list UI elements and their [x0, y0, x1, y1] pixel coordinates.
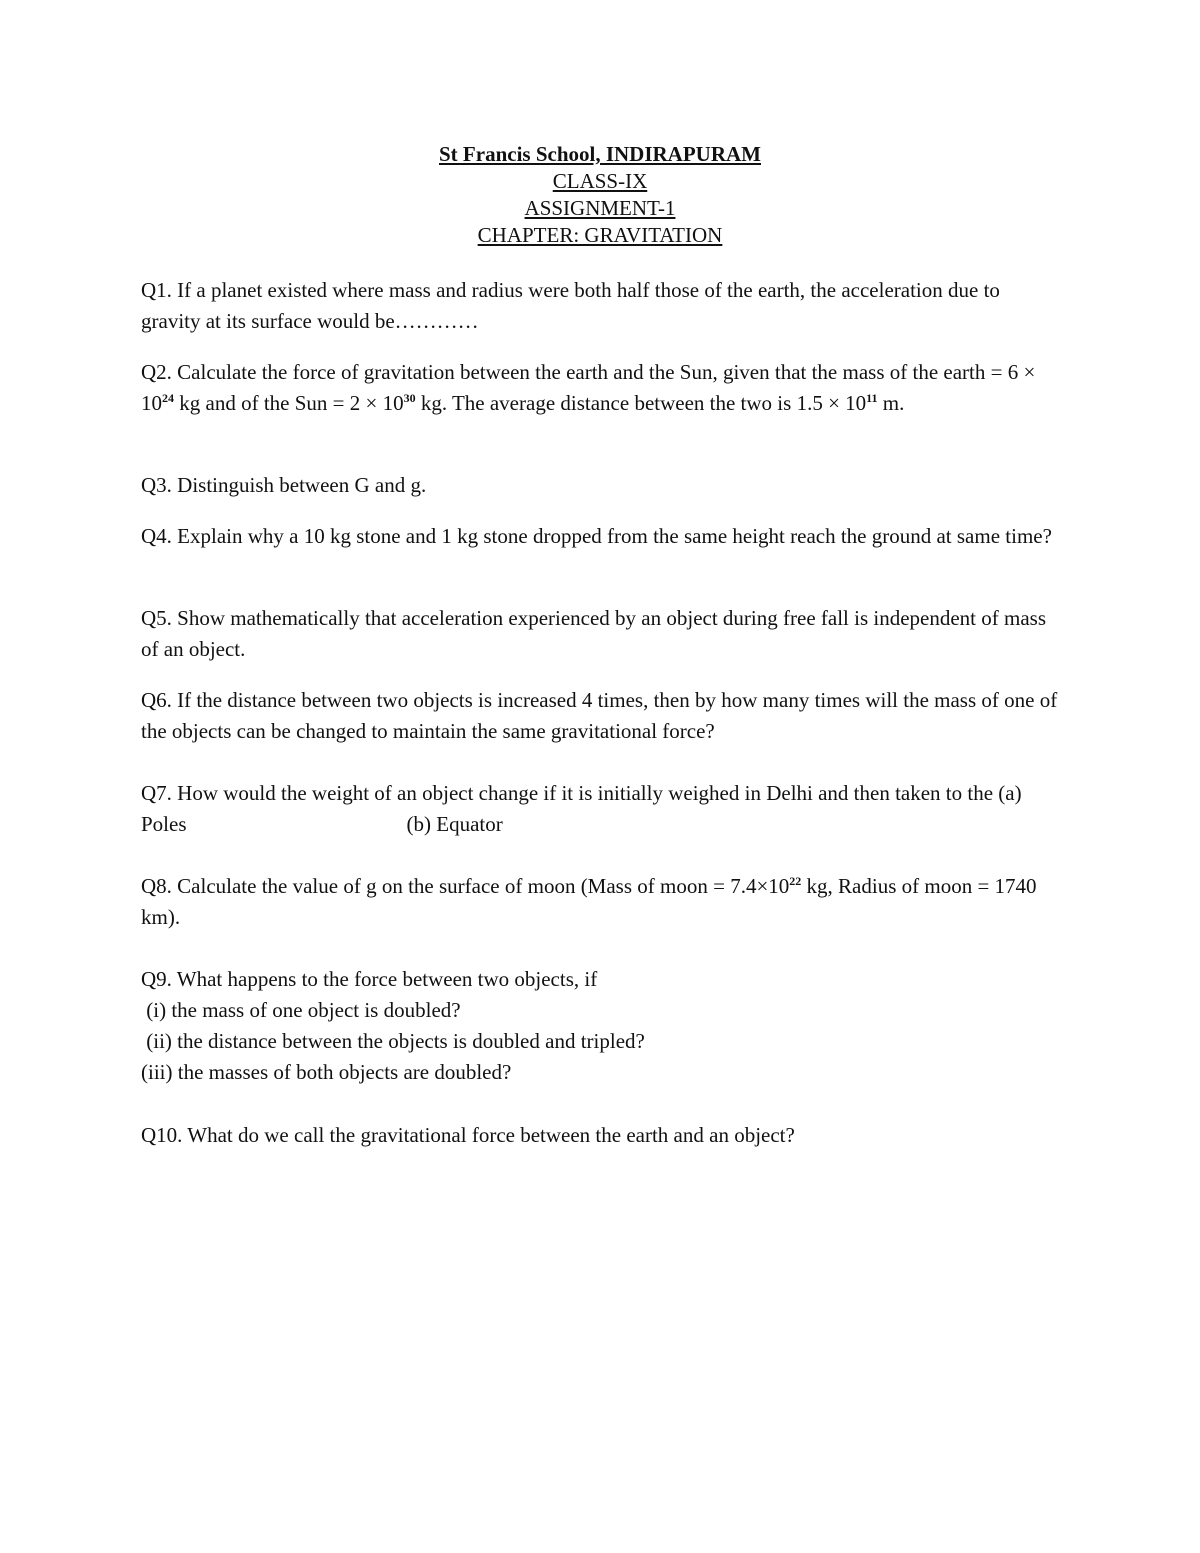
q9-stem: Q9. What happens to the force between two objects, if [141, 967, 598, 991]
document-header [0, 141, 1200, 249]
question-9 [141, 964, 1061, 1088]
question-3: Q3. Distinguish between G and g. [141, 473, 427, 497]
q8-text-1: Q8. Calculate the value of g on the surface of moon (Mass of moon = 7.4×10 [141, 874, 790, 898]
q8-text-2: kg, Radius of moon = 1740 km). [141, 874, 1037, 929]
q2-text-1: Q2. Calculate the force of gravitation between the earth and the Sun, given that the mass of the earth = 6 × 10 [141, 360, 1036, 415]
question-5: Q5. Show mathematically that acceleration experienced by an object during free fall is independent of mass of an object. [141, 606, 1046, 661]
q7-text: Q7. How would the weight of an object change if it is initially weighed in Delhi and then taken to the (a) Poles [141, 781, 1022, 836]
chapter-label: CHAPTER: GRAVITATION [477, 223, 723, 247]
question-1: Q1. If a planet existed where mass and radius were both half those of the earth, the acceleration due to gravity at its surface would be………… [141, 278, 1000, 333]
class-label: CLASS-IX [552, 169, 648, 193]
question-6: Q6. If the distance between two objects is increased 4 times, then by how many times will the mass of one of the objects can be changed to maintain the same gravitational force? [141, 688, 1058, 743]
q9-part-i: (i) the mass of one object is doubled? [141, 998, 461, 1022]
q2-exponent-3: 11 [866, 391, 878, 405]
school-name: St Francis School, INDIRAPURAM [439, 142, 761, 166]
q2-text-2: kg and of the Sun = 2 × 10 [174, 391, 404, 415]
q2-exponent-1: 24 [162, 391, 174, 405]
question-10: Q10. What do we call the gravitational force between the earth and an object? [141, 1123, 795, 1147]
question-7 [141, 778, 1061, 840]
q9-part-iii: (iii) the masses of both objects are doubled? [141, 1060, 512, 1084]
q9-part-ii: (ii) the distance between the objects is doubled and tripled? [141, 1029, 645, 1053]
q2-exponent-2: 30 [403, 391, 416, 405]
question-8 [141, 871, 1061, 933]
question-2 [141, 357, 1061, 419]
question-4: Q4. Explain why a 10 kg stone and 1 kg stone dropped from the same height reach the ground at same time? [141, 524, 1052, 548]
q8-exponent: 22 [789, 874, 802, 888]
assignment-label: ASSIGNMENT-1 [524, 196, 676, 220]
q7-option-b: (b) Equator [406, 812, 503, 836]
q2-text-3: kg. The average distance between the two is 1.5 × 10 [415, 391, 867, 415]
q2-text-4: m. [877, 391, 905, 415]
